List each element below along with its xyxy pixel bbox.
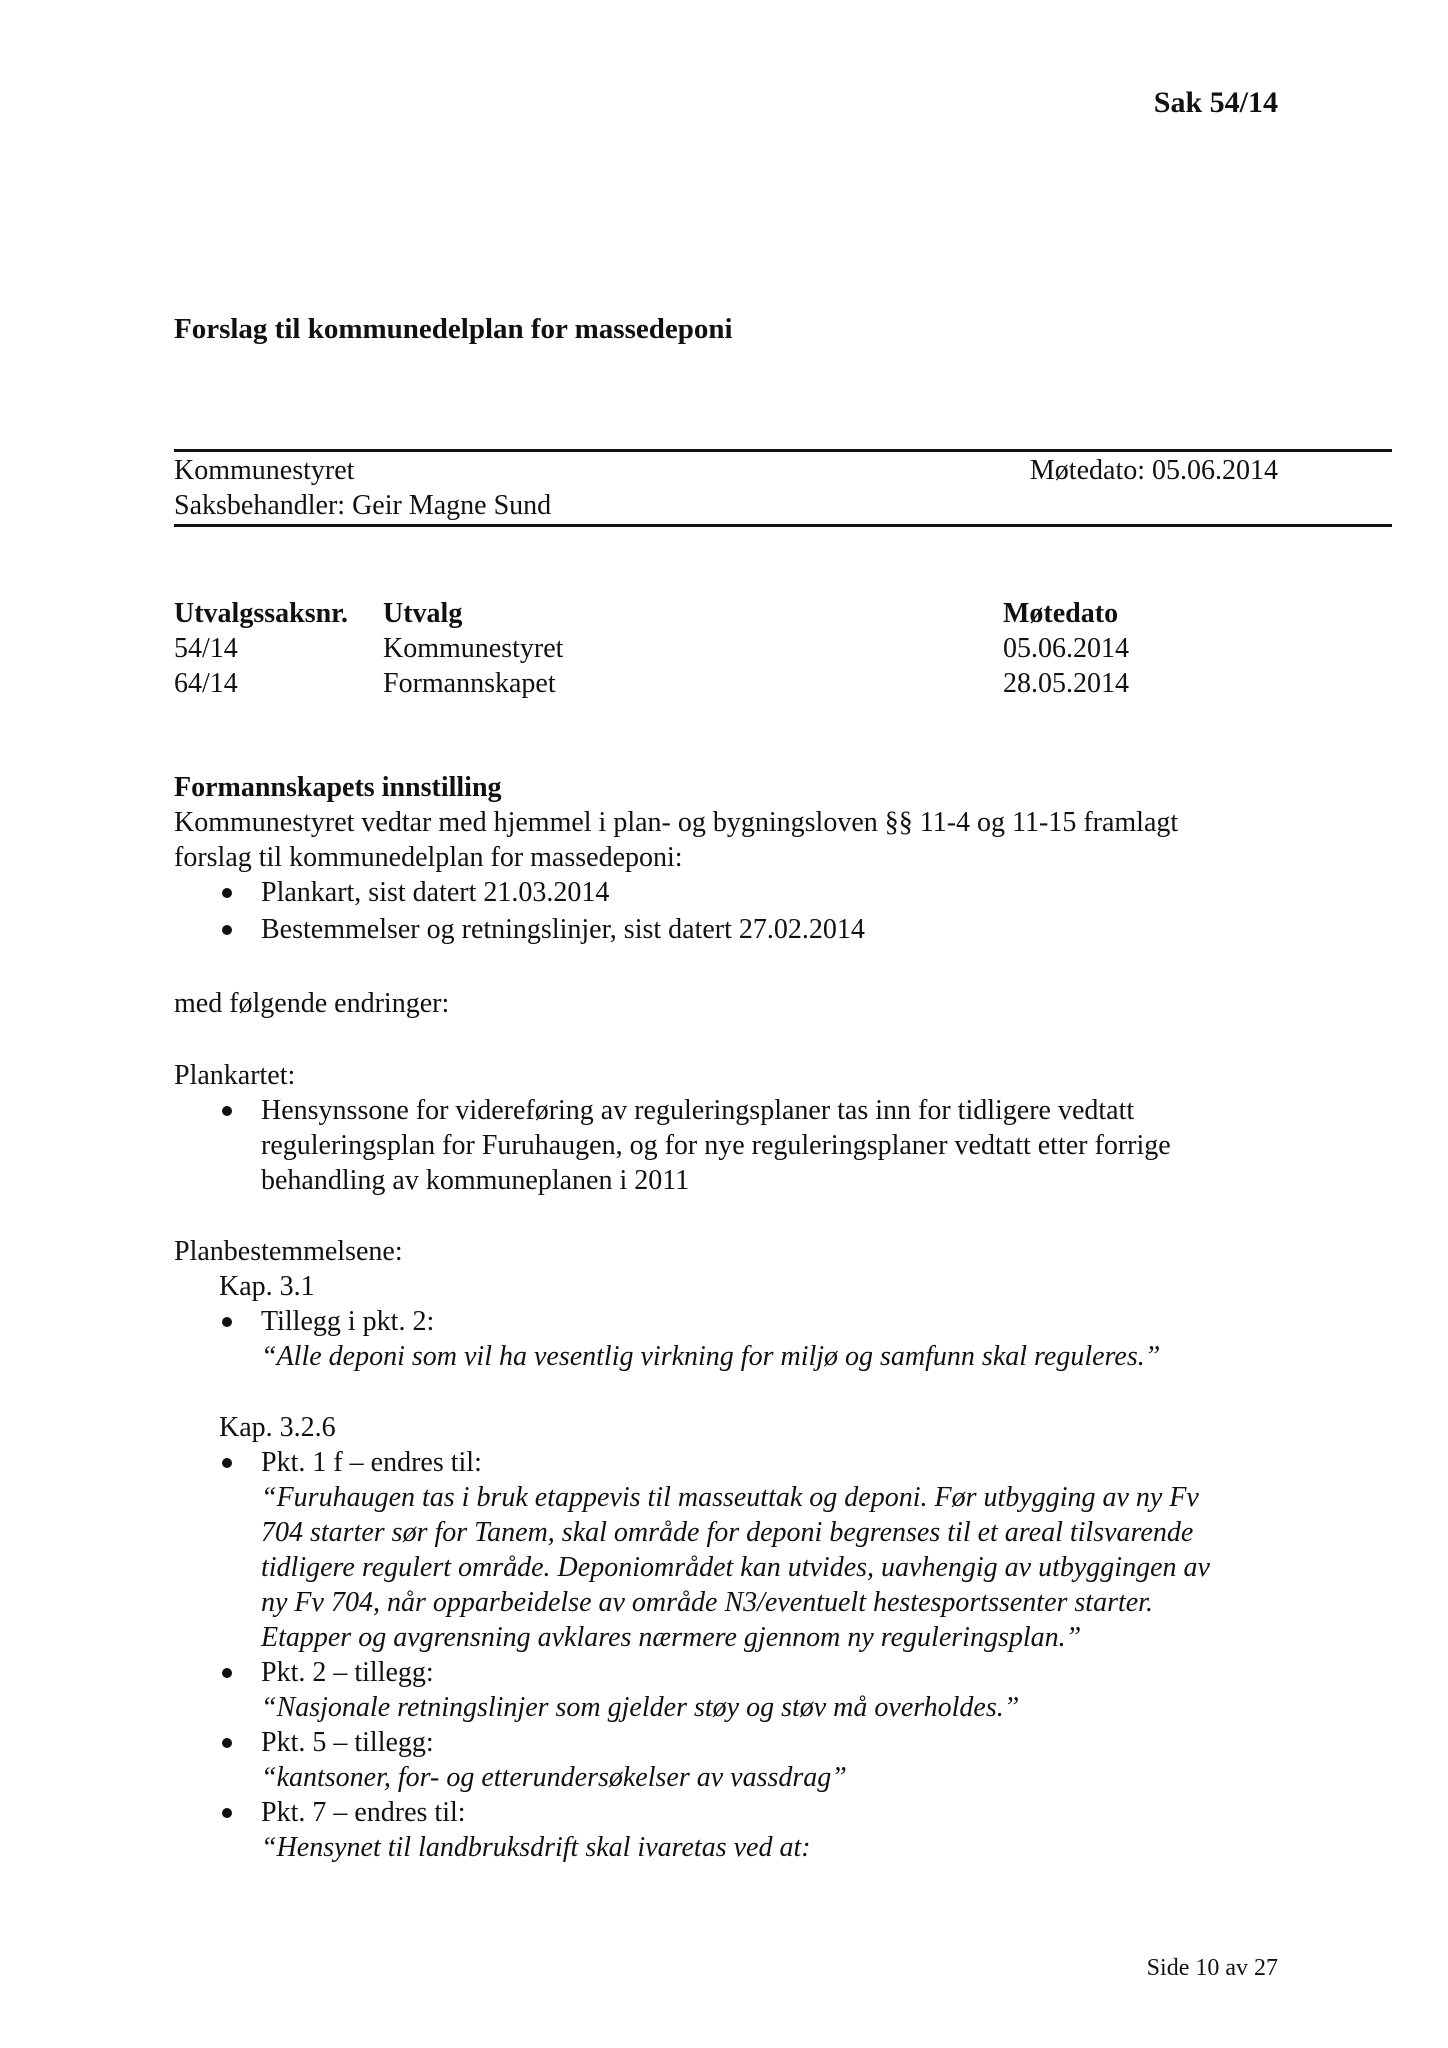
- recommendation-heading: Formannskapets innstilling: [174, 772, 502, 803]
- quote-line: tidligere regulert område. Deponiområdet kan utvides, uavhengig av utbyggingen av: [261, 1552, 1210, 1583]
- document-title: Forslag til kommunedelplan for massedeponi: [174, 313, 733, 345]
- quote-line: ny Fv 704, når opparbeidelse av område N3/eventuelt hestesportssenter starter.: [261, 1587, 1153, 1618]
- quote-line: “kantsoner, for- og etterundersøkelser av vassdrag”: [261, 1762, 847, 1793]
- quote-line: “Furuhaugen tas i bruk etappevis til masseuttak og deponi. Før utbygging av ny Fv: [261, 1482, 1199, 1513]
- plankart-item-line: Hensynssone for videreføring av reguleringsplaner tas inn for tidligere vedtatt: [261, 1095, 1135, 1126]
- bullet-icon: [222, 1458, 232, 1468]
- committee-name: Kommunestyret: [174, 455, 355, 486]
- kap-3-2-6-label: Kap. 3.2.6: [219, 1412, 336, 1443]
- quote-line: “Alle deponi som vil ha vesentlig virkning for miljø og samfunn skal reguleres.”: [261, 1341, 1161, 1372]
- table-cell: Kommunestyret: [383, 633, 564, 664]
- page-number: Side 10 av 27: [1146, 1955, 1278, 1981]
- planbestemmelsene-heading: Planbestemmelsene:: [174, 1236, 403, 1267]
- table-cell: 05.06.2014: [1003, 633, 1129, 664]
- bullet-icon: [222, 1317, 232, 1327]
- list-item: Pkt. 7 – endres til:: [261, 1797, 466, 1828]
- bullet-icon: [222, 888, 232, 898]
- kap-3-1-label: Kap. 3.1: [219, 1271, 315, 1302]
- list-item: Pkt. 1 f – endres til:: [261, 1447, 482, 1478]
- bullet-icon: [222, 925, 232, 935]
- divider-bottom: [174, 524, 1392, 527]
- plankart-heading: Plankartet:: [174, 1060, 296, 1091]
- list-item: Pkt. 5 – tillegg:: [261, 1727, 434, 1758]
- quote-line: 704 starter sør for Tanem, skal område for deponi begrenses til et areal tilsvarende: [261, 1517, 1194, 1548]
- quote-line: “Hensynet til landbruksdrift skal ivaretas ved at:: [261, 1832, 811, 1863]
- list-item: Bestemmelser og retningslinjer, sist datert 27.02.2014: [261, 914, 865, 945]
- table-cell: Formannskapet: [383, 668, 556, 699]
- col-header-committee: Utvalg: [383, 598, 463, 629]
- plankart-item-line: reguleringsplan for Furuhaugen, og for nye reguleringsplaner vedtatt etter forrige: [261, 1130, 1171, 1161]
- col-header-case-no: Utvalgssaksnr.: [174, 598, 349, 629]
- list-item: Plankart, sist datert 21.03.2014: [261, 877, 610, 908]
- meeting-date: Møtedato: 05.06.2014: [1029, 455, 1278, 486]
- col-header-date: Møtedato: [1003, 598, 1119, 629]
- list-item: Pkt. 2 – tillegg:: [261, 1657, 434, 1688]
- changes-intro: med følgende endringer:: [174, 988, 450, 1019]
- bullet-icon: [222, 1808, 232, 1818]
- bullet-icon: [222, 1668, 232, 1678]
- bullet-icon: [222, 1106, 232, 1116]
- case-reference: Sak 54/14: [1153, 86, 1278, 119]
- table-cell: 54/14: [174, 633, 238, 664]
- quote-line: “Nasjonale retningslinjer som gjelder støy og støv må overholdes.”: [261, 1692, 1020, 1723]
- recommendation-intro-line: Kommunestyret vedtar med hjemmel i plan- og bygningsloven §§ 11-4 og 11-15 framlagt: [174, 807, 1179, 838]
- case-officer: Saksbehandler: Geir Magne Sund: [174, 490, 552, 521]
- plankart-item-line: behandling av kommuneplanen i 2011: [261, 1165, 690, 1196]
- list-item: Tillegg i pkt. 2:: [261, 1306, 435, 1337]
- table-cell: 64/14: [174, 668, 238, 699]
- table-cell: 28.05.2014: [1003, 668, 1129, 699]
- quote-line: Etapper og avgrensning avklares nærmere gjennom ny reguleringsplan.”: [261, 1622, 1082, 1653]
- divider-top: [174, 449, 1392, 452]
- recommendation-intro-line: forslag til kommunedelplan for massedeponi:: [174, 842, 683, 873]
- bullet-icon: [222, 1738, 232, 1748]
